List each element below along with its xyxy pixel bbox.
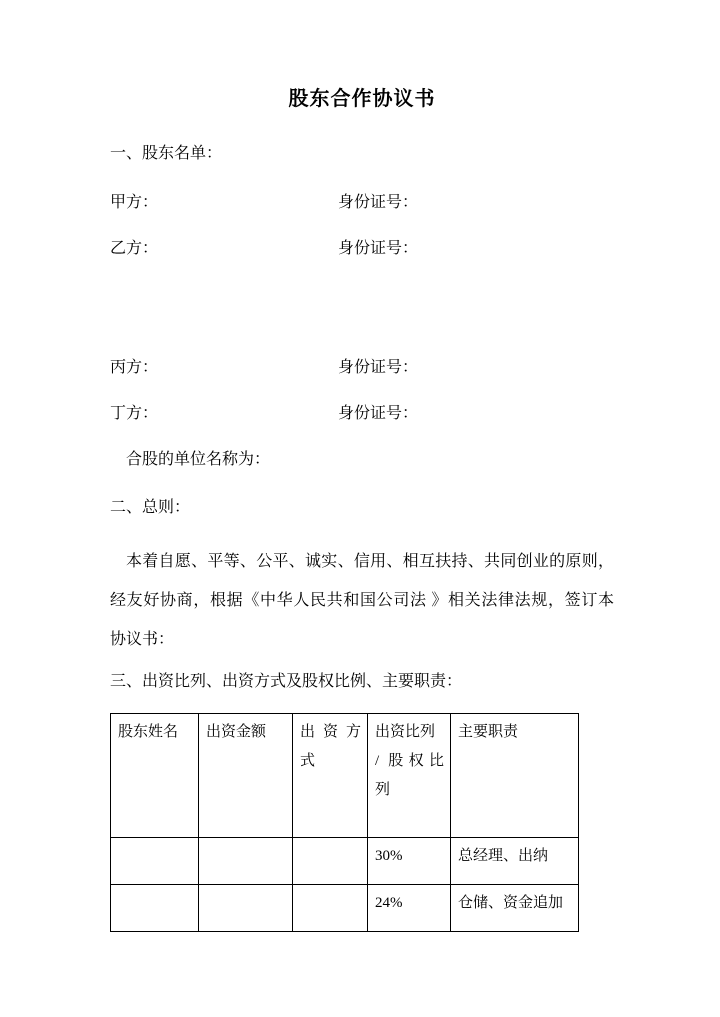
party-label-bingfang: 丙方： (110, 359, 159, 376)
spacer-yi-bing (110, 261, 614, 356)
table-header-contribution-ratio (368, 714, 451, 838)
spacer-before-section-two (110, 472, 614, 496)
document-content (110, 0, 614, 932)
spacer-bing-ding (110, 380, 614, 402)
table-header-row (111, 714, 579, 838)
section-two-body-line-3: 协议书： (110, 631, 175, 648)
cell-contribution-method[interactable] (293, 838, 368, 885)
party-label-dingfang: 丁方： (110, 405, 159, 422)
cell-contribution-amount[interactable] (199, 838, 293, 885)
party-label-yifang: 乙方： (110, 240, 159, 257)
table-body (111, 838, 579, 932)
section-heading-three: 三、出资比列、出资方式及股权比例、主要职责： (110, 673, 463, 690)
party-row-dingfang (110, 402, 614, 426)
party-label-jiafang: 甲方： (110, 194, 159, 211)
section-heading-one: 一、股东名单： (110, 145, 223, 162)
party-row-jiafang (110, 191, 614, 215)
table-header-contribution-method (293, 714, 368, 838)
table-header-main-duties (451, 714, 579, 838)
cell-shareholder-name[interactable] (111, 885, 199, 932)
table-header-row-group (111, 714, 579, 838)
table-header-main-duties-text: 主要职责 (458, 724, 519, 740)
party-id-label-bingfang: 身份证号： (338, 359, 419, 376)
spacer-heading-one (110, 166, 614, 191)
cell-contribution-ratio[interactable]: 24% (368, 885, 451, 932)
cell-main-duties[interactable]: 总经理、出纳 (451, 838, 579, 885)
section-heading-two: 二、总则： (110, 499, 191, 516)
table-header-contribution-amount (199, 714, 293, 838)
section-two-body-line-2: 经友好协商，根据《中华人民共和国公司法 》相关法律法规，签订本 (110, 592, 614, 609)
spacer-ding-entity (110, 426, 614, 448)
party-row-yifang (110, 237, 614, 261)
table-row (111, 885, 579, 932)
table-header-contribution-ratio-line-3: 列 (375, 782, 391, 798)
spacer-jia-yi (110, 215, 614, 237)
page-title: 股东合作协议书 (288, 88, 436, 110)
table-header-contribution-amount-text: 出资金额 (206, 724, 267, 740)
section-two-body (110, 542, 614, 659)
cell-shareholder-name[interactable] (111, 838, 199, 885)
cell-contribution-ratio[interactable]: 30% (368, 838, 451, 885)
table-header-contribution-ratio-line-1: 出资比列 (375, 724, 436, 740)
contribution-allocation-table (110, 713, 579, 932)
cell-contribution-amount[interactable] (199, 885, 293, 932)
table-header-shareholder-name (111, 714, 199, 838)
spacer-after-title (110, 112, 614, 142)
cell-main-duties[interactable]: 仓储、资金追加 (451, 885, 579, 932)
spacer-before-table (110, 694, 614, 713)
entity-name-line: 合股的单位名称为： (126, 451, 271, 468)
party-row-bingfang (110, 356, 614, 380)
spacer-heading-two (110, 520, 614, 542)
party-id-label-dingfang: 身份证号： (338, 405, 419, 422)
cell-contribution-method[interactable] (293, 885, 368, 932)
table-header-contribution-method-line-2: 式 (300, 753, 316, 769)
party-id-label-jiafang: 身份证号： (338, 194, 419, 211)
party-id-label-yifang: 身份证号： (338, 240, 419, 257)
spacer-before-section-three (110, 659, 614, 670)
table-row (111, 838, 579, 885)
table-header-shareholder-name-text: 股东姓名 (118, 724, 179, 740)
table-header-contribution-ratio-line-2: / 股权比 (375, 753, 444, 769)
section-two-body-line-1: 本着自愿、平等、公平、诚实、信用、相互扶持、共同创业的原则， (126, 553, 614, 570)
table-header-contribution-method-line-1: 出资方 (300, 724, 361, 740)
